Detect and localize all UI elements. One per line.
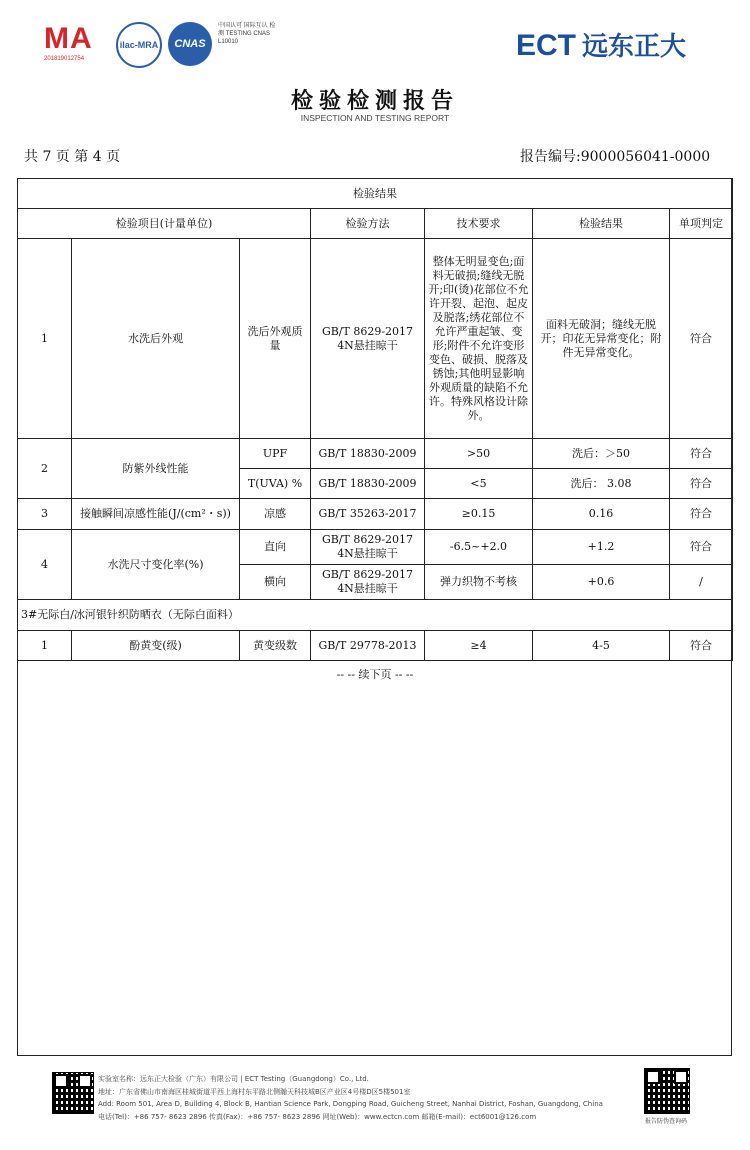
ma-logo-text: MA — [44, 22, 93, 55]
row-sub-item: 直向 — [240, 530, 311, 565]
row-verdict: 符合 — [670, 631, 733, 661]
sample-title-row — [18, 600, 733, 631]
footer-lab-name: 实验室名称：远东正大检验（广东）有限公司 | ECT Testing（Guangdong）Co., Ltd. — [98, 1075, 369, 1083]
row-method: GB/T 8629-2017 4N悬挂晾干 — [311, 565, 425, 600]
header-row — [18, 209, 733, 239]
header-result: 检验结果 — [533, 209, 670, 239]
row-item: 水洗后外观 — [72, 239, 240, 439]
footer-address-cn: 地址：广东省佛山市南海区桂城街道平西上海村东平路北侧瀚天科技城B区产业区4号楼D区5楼501室 — [98, 1087, 411, 1096]
report-title: 检验检测报告 — [290, 89, 459, 114]
qr-code-icon — [52, 1072, 94, 1114]
row-requirement: -6.5~+2.0 — [425, 530, 533, 565]
row-number: 3 — [18, 499, 72, 530]
row-method: GB/T 18830-2009 — [311, 439, 425, 469]
row-result: 洗后：＞50 — [533, 439, 670, 469]
cnas-text: 中国认可 国际互认 检测 TESTING CNAS L10010 — [218, 23, 276, 45]
row-result: 4-5 — [533, 631, 670, 661]
row-requirement: >50 — [425, 439, 533, 469]
row-sub-item: 黄变级数 — [240, 631, 311, 661]
cnas-logo-text: CNAS — [174, 38, 206, 50]
row-method: GB/T 29778-2013 — [311, 631, 425, 661]
row-method: GB/T 18830-2009 — [311, 469, 425, 499]
row-item: 水洗尺寸变化率(%) — [72, 530, 240, 600]
report-subtitle: INSPECTION AND TESTING REPORT — [300, 113, 450, 123]
qr-caption: 报告防伪查询码 — [644, 1119, 687, 1125]
ma-number: 201819012754 — [44, 56, 85, 62]
row-number: 2 — [18, 439, 72, 499]
results-table — [17, 178, 733, 661]
row-number: 4 — [18, 530, 72, 600]
section-title: 检验结果 — [18, 179, 733, 209]
header-method: 检验方法 — [311, 209, 425, 239]
row-method: GB/T 35263-2017 — [311, 499, 425, 530]
row-sub-item: 洗后外观质量 — [240, 239, 311, 439]
ect-logo — [516, 26, 686, 63]
row-requirement: <5 — [425, 469, 533, 499]
header-verdict: 单项判定 — [670, 209, 733, 239]
ect-logo-text: ECT — [516, 29, 576, 62]
verification-qr-icon — [644, 1068, 690, 1114]
row-item: 接触瞬间凉感性能(J/(cm²・s)) — [72, 499, 240, 530]
table-row — [18, 239, 733, 439]
footer-contact: 电话(Tel)：+86 757- 8623 2896 传真(Fax)：+86 757- 8623 2896 网址(Web)：www.ectcn.com 邮箱(E-mail)：ect6001@126.com — [98, 1112, 537, 1121]
row-verdict: 符合 — [670, 239, 733, 439]
row-verdict: 符合 — [670, 530, 733, 565]
continued-note: -- -- 续下页 -- -- — [336, 668, 414, 681]
page-info: 共 7 页 第 4 页 — [24, 149, 121, 165]
sample-title: 3#无际白/冰河银针织防晒衣（无际白面料） — [18, 600, 733, 631]
row-sub-item: T(UVA) % — [240, 469, 311, 499]
row-result: 洗后： 3.08 — [533, 469, 670, 499]
row-result: +1.2 — [533, 530, 670, 565]
row-verdict: 符合 — [670, 499, 733, 530]
row-verdict: 符合 — [670, 439, 733, 469]
row-sub-item: 横向 — [240, 565, 311, 600]
row-item: 酚黄变(级) — [72, 631, 240, 661]
table-row — [18, 631, 733, 661]
report-number: 报告编号:9000056041-0000 — [520, 149, 711, 165]
row-method: GB/T 8629-2017 4N悬挂晾干 — [311, 530, 425, 565]
footer-info — [98, 1073, 603, 1123]
ect-logo-cn: 远东正大 — [582, 31, 687, 61]
ma-logo — [44, 22, 110, 62]
row-sub-item: UPF — [240, 439, 311, 469]
row-requirement: 弹力织物不考核 — [425, 565, 533, 600]
table-row — [18, 499, 733, 530]
row-result: +0.6 — [533, 565, 670, 600]
row-requirement: 整体无明显变色;面料无破损;缝线无脱开;印(烫)花部位不允许开裂、起泡、起皮及脱落;绣花部位不允许严重起皱、变形;附件不允许变形变色、破损、脱落及锈蚀;其他明显影响外观质量的缺陷不允许。特殊风格设计除外。 — [425, 239, 533, 439]
row-verdict: / — [670, 565, 733, 600]
row-result: 面料无破洞；缝线无脱开；印花无异常变化；附件无异常变化。 — [533, 239, 670, 439]
row-sub-item: 凉感 — [240, 499, 311, 530]
header-item: 检验项目(计量单位) — [18, 209, 311, 239]
footer-address-en: Add: Room 501, Area D, Building 4, Block B, Hantian Science Park, Dongping Road, Guicheng Street, Nanhai District, Foshan, Guangdong, China — [98, 1100, 603, 1108]
row-requirement: ≥4 — [425, 631, 533, 661]
row-number: 1 — [18, 239, 72, 439]
table-row — [18, 530, 733, 565]
header-requirement: 技术要求 — [425, 209, 533, 239]
row-requirement: ≥0.15 — [425, 499, 533, 530]
row-number: 1 — [18, 631, 72, 661]
row-verdict: 符合 — [670, 469, 733, 499]
row-item: 防紫外线性能 — [72, 439, 240, 499]
row-result: 0.16 — [533, 499, 670, 530]
ilac-logo-text: ilac-MRA — [119, 40, 159, 50]
table-row — [18, 439, 733, 469]
cnas-logo — [168, 22, 212, 66]
section-title-row — [18, 179, 733, 209]
row-method: GB/T 8629-2017 4N悬挂晾干 — [311, 239, 425, 439]
ilac-mra-logo — [116, 22, 162, 68]
